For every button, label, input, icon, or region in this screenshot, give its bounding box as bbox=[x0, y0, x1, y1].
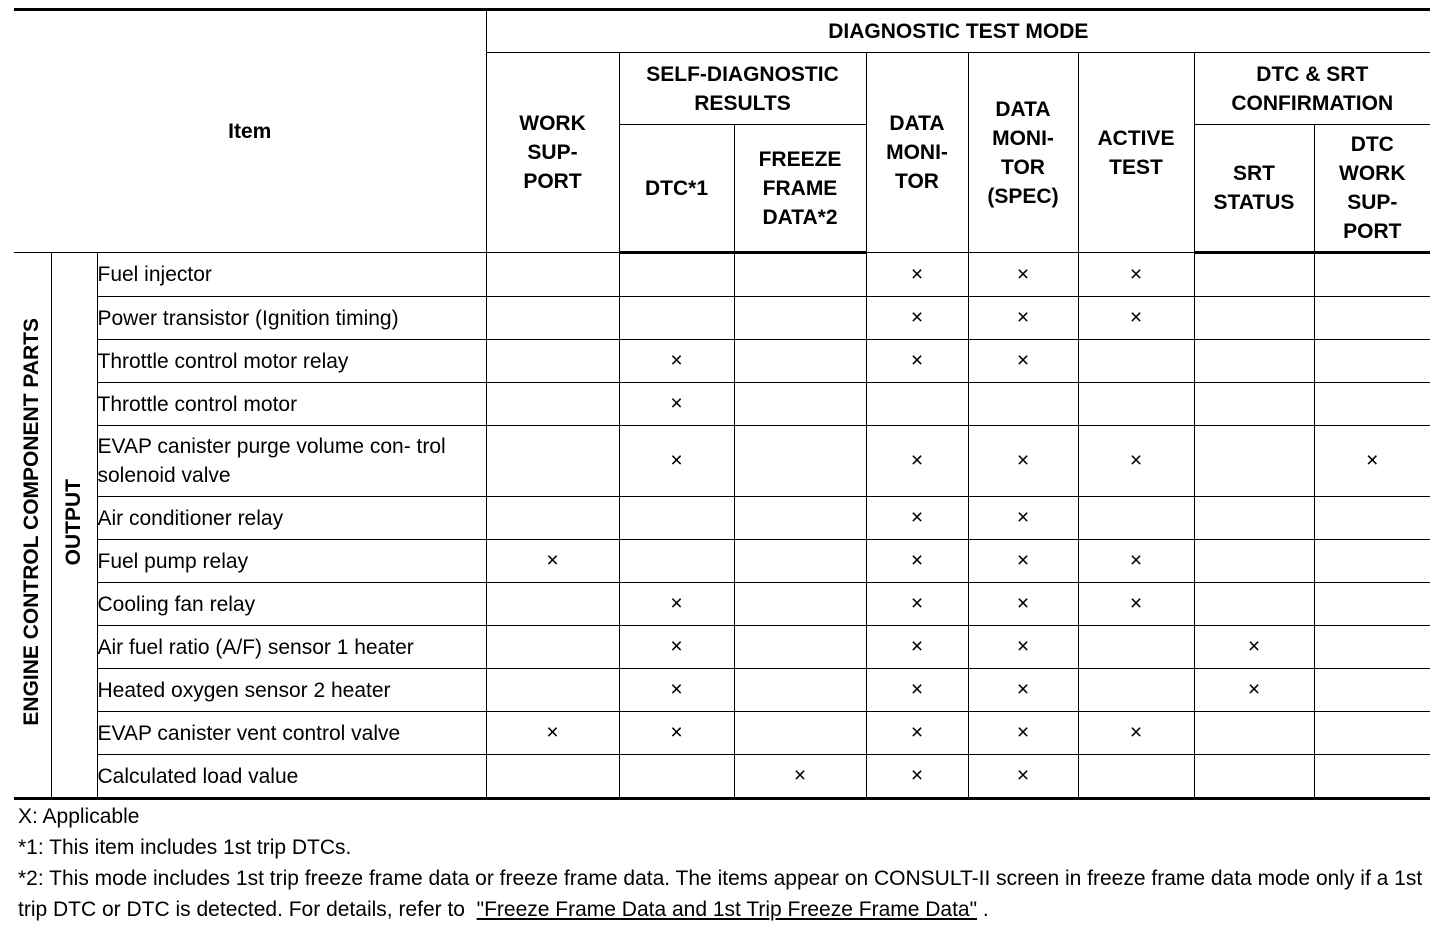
cell-mark bbox=[486, 626, 619, 669]
row-label: Air conditioner relay bbox=[97, 497, 486, 540]
note-applicable: X: Applicable bbox=[18, 805, 140, 828]
header-srt-status bbox=[1194, 125, 1314, 253]
row-label: EVAP canister purge volume con- trol solenoid valve bbox=[97, 426, 486, 497]
row-label: Throttle control motor bbox=[97, 383, 486, 426]
cell-mark bbox=[734, 626, 866, 669]
note-2 bbox=[18, 863, 1432, 925]
cell-mark bbox=[1078, 755, 1194, 799]
cell-mark bbox=[968, 383, 1078, 426]
cell-mark bbox=[486, 497, 619, 540]
cell-mark bbox=[1314, 253, 1430, 297]
header-data-monitor-spec-text: DATA MONI- TOR (SPEC) bbox=[987, 97, 1059, 208]
row-label: Fuel pump relay bbox=[97, 540, 486, 583]
cell-mark: × bbox=[1078, 583, 1194, 626]
cell-mark: × bbox=[968, 669, 1078, 712]
cell-mark: × bbox=[619, 712, 734, 755]
cell-mark bbox=[734, 253, 866, 297]
table-row bbox=[14, 297, 1430, 340]
cell-mark: × bbox=[1194, 669, 1314, 712]
table-row bbox=[14, 755, 1430, 799]
cell-mark bbox=[1314, 583, 1430, 626]
cell-mark bbox=[1194, 253, 1314, 297]
footnotes bbox=[18, 801, 1432, 925]
cell-mark bbox=[1194, 755, 1314, 799]
table-row bbox=[14, 669, 1430, 712]
cell-mark: × bbox=[968, 583, 1078, 626]
cell-mark bbox=[734, 297, 866, 340]
cell-mark: × bbox=[866, 755, 968, 799]
cell-mark: × bbox=[866, 297, 968, 340]
table-row bbox=[14, 383, 1430, 426]
note-1: *1: This item includes 1st trip DTCs. bbox=[18, 836, 352, 859]
cell-mark bbox=[1194, 540, 1314, 583]
cell-mark bbox=[486, 669, 619, 712]
freeze-frame-link[interactable]: "Freeze Frame Data and 1st Trip Freeze Frame Data" bbox=[476, 898, 978, 921]
row-label: Heated oxygen sensor 2 heater bbox=[97, 669, 486, 712]
cell-mark bbox=[1314, 297, 1430, 340]
cell-mark: × bbox=[1078, 712, 1194, 755]
diagnostic-table-wrapper bbox=[14, 8, 1430, 800]
cell-mark bbox=[619, 297, 734, 340]
header-dtc-work-support-text: DTC WORK SUP- PORT bbox=[1339, 133, 1406, 243]
cell-mark bbox=[1194, 340, 1314, 383]
cell-mark: × bbox=[619, 626, 734, 669]
cell-mark: × bbox=[619, 583, 734, 626]
cell-mark bbox=[734, 383, 866, 426]
header-dtc-work-support bbox=[1314, 125, 1430, 253]
cell-mark bbox=[1314, 383, 1430, 426]
cell-mark bbox=[1314, 497, 1430, 540]
table-row bbox=[14, 426, 1430, 497]
cell-mark: × bbox=[734, 755, 866, 799]
header-dtc-srt-confirmation bbox=[1194, 53, 1430, 125]
cell-mark bbox=[1194, 497, 1314, 540]
cell-mark: × bbox=[866, 497, 968, 540]
cell-mark bbox=[866, 383, 968, 426]
cell-mark: × bbox=[1078, 297, 1194, 340]
header-diagnostic-test-mode: DIAGNOSTIC TEST MODE bbox=[486, 10, 1430, 53]
cell-mark bbox=[734, 712, 866, 755]
cell-mark bbox=[486, 583, 619, 626]
cell-mark: × bbox=[619, 669, 734, 712]
header-data-monitor bbox=[866, 53, 968, 253]
cell-mark bbox=[1078, 383, 1194, 426]
table-row bbox=[14, 540, 1430, 583]
cell-mark: × bbox=[866, 426, 968, 497]
cell-mark bbox=[734, 497, 866, 540]
table-row bbox=[14, 626, 1430, 669]
table-row bbox=[14, 712, 1430, 755]
table-row bbox=[14, 497, 1430, 540]
row-label: Throttle control motor relay bbox=[97, 340, 486, 383]
cell-mark: × bbox=[866, 253, 968, 297]
cell-mark: × bbox=[866, 583, 968, 626]
table-row bbox=[14, 583, 1430, 626]
cell-mark bbox=[1314, 669, 1430, 712]
cell-mark: × bbox=[968, 426, 1078, 497]
table-body bbox=[14, 253, 1430, 799]
cell-mark bbox=[1078, 497, 1194, 540]
cell-mark bbox=[1078, 340, 1194, 383]
cell-mark bbox=[486, 755, 619, 799]
cell-mark bbox=[1078, 669, 1194, 712]
cell-mark: × bbox=[968, 497, 1078, 540]
cell-mark bbox=[1078, 626, 1194, 669]
cell-mark bbox=[1194, 712, 1314, 755]
cell-mark: × bbox=[1314, 426, 1430, 497]
cell-mark bbox=[734, 669, 866, 712]
cell-mark: × bbox=[1078, 540, 1194, 583]
cell-mark bbox=[1314, 626, 1430, 669]
cell-mark bbox=[1194, 426, 1314, 497]
group-engine-control bbox=[14, 253, 51, 799]
cell-mark: × bbox=[619, 383, 734, 426]
cell-mark bbox=[486, 426, 619, 497]
group-engine-control-label: ENGINE CONTROL COMPONENT PARTS bbox=[20, 318, 44, 726]
table-row bbox=[14, 340, 1430, 383]
row-label: Calculated load value bbox=[97, 755, 486, 799]
header-data-monitor-spec bbox=[968, 53, 1078, 253]
header-item: Item bbox=[14, 10, 486, 253]
header-freeze-text: FREEZE FRAME DATA*2 bbox=[758, 147, 842, 229]
cell-mark: × bbox=[1078, 253, 1194, 297]
row-label: Fuel injector bbox=[97, 253, 486, 297]
cell-mark: × bbox=[968, 626, 1078, 669]
row-label: Cooling fan relay bbox=[97, 583, 486, 626]
cell-mark: × bbox=[619, 426, 734, 497]
cell-mark bbox=[1314, 755, 1430, 799]
cell-mark bbox=[1194, 297, 1314, 340]
cell-mark bbox=[619, 253, 734, 297]
cell-mark bbox=[734, 340, 866, 383]
header-active-test bbox=[1078, 53, 1194, 253]
note-2-text: *2: This mode includes 1st trip freeze frame data or freeze frame data. The items appear on CONSULT-II screen in freeze frame data mode only if a 1st trip DTC or DTC is detected. For details, refer to bbox=[18, 867, 1423, 921]
cell-mark: × bbox=[486, 540, 619, 583]
cell-mark bbox=[1194, 583, 1314, 626]
table-row bbox=[14, 253, 1430, 297]
group-output-label: OUTPUT bbox=[62, 478, 85, 566]
cell-mark bbox=[486, 253, 619, 297]
cell-mark bbox=[734, 540, 866, 583]
cell-mark: × bbox=[866, 712, 968, 755]
cell-mark: × bbox=[866, 669, 968, 712]
cell-mark: × bbox=[968, 297, 1078, 340]
cell-mark bbox=[619, 497, 734, 540]
cell-mark: × bbox=[866, 340, 968, 383]
header-data-monitor-text: DATA MONI- TOR bbox=[886, 112, 948, 193]
cell-mark: × bbox=[1194, 626, 1314, 669]
cell-mark: × bbox=[968, 712, 1078, 755]
cell-mark: × bbox=[968, 253, 1078, 297]
cell-mark bbox=[1314, 340, 1430, 383]
cell-mark bbox=[734, 426, 866, 497]
cell-mark bbox=[734, 583, 866, 626]
header-dtc: DTC*1 bbox=[619, 125, 734, 253]
cell-mark: × bbox=[866, 540, 968, 583]
row-label: Air fuel ratio (A/F) sensor 1 heater bbox=[97, 626, 486, 669]
cell-mark: × bbox=[968, 540, 1078, 583]
group-output bbox=[51, 253, 97, 799]
cell-mark bbox=[1314, 712, 1430, 755]
cell-mark bbox=[1314, 540, 1430, 583]
cell-mark: × bbox=[1078, 426, 1194, 497]
cell-mark bbox=[1194, 383, 1314, 426]
cell-mark: × bbox=[968, 340, 1078, 383]
cell-mark: × bbox=[866, 626, 968, 669]
row-label: Power transistor (Ignition timing) bbox=[97, 297, 486, 340]
header-work-support-text: WORK SUP- PORT bbox=[519, 112, 586, 193]
header-work-support bbox=[486, 53, 619, 253]
header-self-diagnostic-results bbox=[619, 53, 866, 125]
cell-mark bbox=[486, 340, 619, 383]
note-2-suffix: . bbox=[982, 898, 989, 921]
header-dtc-srt-text: DTC & SRT CONFIRMATION bbox=[1231, 62, 1394, 115]
cell-mark: × bbox=[619, 340, 734, 383]
header-srt-status-text: SRT STATUS bbox=[1213, 162, 1295, 214]
header-active-test-text: ACTIVE TEST bbox=[1097, 126, 1175, 179]
cell-mark: × bbox=[486, 712, 619, 755]
header-freeze-frame-data bbox=[734, 125, 866, 253]
cell-mark bbox=[486, 297, 619, 340]
cell-mark bbox=[619, 755, 734, 799]
cell-mark: × bbox=[968, 755, 1078, 799]
diagnostic-test-mode-table bbox=[14, 8, 1430, 800]
cell-mark bbox=[486, 383, 619, 426]
header-self-diagnostic-text: SELF-DIAGNOSTIC RESULTS bbox=[646, 62, 839, 115]
cell-mark bbox=[619, 540, 734, 583]
row-label: EVAP canister vent control valve bbox=[97, 712, 486, 755]
